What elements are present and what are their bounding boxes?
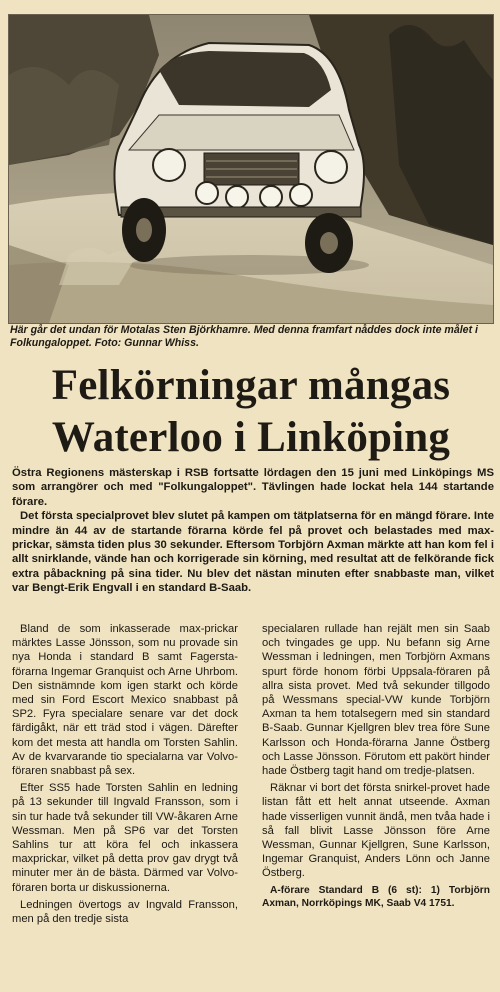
body-column-left [12,622,238,929]
body-paragraph: Bland de som inkasserade max-prickar märktes Lasse Jönsson, som nu provade sin nya Honda i standard B samt Fagersta-förarna Ingemar Granquist och Arne Uhrbom. Den sistnämnde kom igen starkt och körde med sin Ford Escort Mexico snabbast på SP2. Fyra specialare senare var det dock färdigåkt, när ett träd stod i vägen. Därefter kom det mesta att handla om Torsten Sahlin. Av de kvarvarande tio specialarna var Volvo-föraren snabbast på sex. [12,623,238,778]
results-line: A-förare Standard B (6 st): 1) Torbjörn Axman, Norrköpings MK, Saab V4 1751. [262,884,490,909]
body-paragraph: specialaren rullade han rejält men sin Saab och tvingades ge upp. Nu befann sig Arne Wessman i ledningen, men Torbjörn Axmans spurt förde honom förbi Uppsala-föraren på allra sista provet. Med två sekunder tillgodo på Wessmans special-VW kunde Torbjörn Axman ta hem totalsegern med sin standard B-Saab. Gunnar Kjellgren blev trea före Sune Karlsson och Honda-förarna Janne Östberg och Lasse Jönsson. Förutom ett pakört hinder hade Östberg tagit hand om tredje-platsen. [262,623,490,778]
body-paragraph: Räknar vi bort det första snirkel-provet hade listan fått ett helt annat utseende. Axman hade visserligen vunnit ändå, men tvåa hade i så fall blivit Lasse Jönsson före Arne Wessman, Gunnar Kjellgren, Sune Karlsson, Ingemar Granquist, Anders Lönn och Janne Östberg. [262,782,490,880]
body-paragraph: Ledningen övertogs av Ingvald Fransson, men på den tredje sista [12,898,238,926]
rally-car-image [9,15,493,323]
lead-paragraph-1: Östra Regionens mästerskap i RSB fortsatte lördagen den 15 juni med Linköpings MS som arrangörer och med "Folkungaloppet". Tävlingen hade lockat hela 144 startande förare. [12,467,494,508]
photo-caption: Här går det undan för Motalas Sten Björkhamre. Med denna framfart nåddes dock inte målet i Folkungaloppet. Foto: Gunnar Whiss. [10,324,478,349]
article-lead [12,466,494,596]
article-headline [10,360,492,464]
body-paragraph: Efter SS5 hade Torsten Sahlin en ledning på 13 sekunder till Ingvald Fransson, som i sin tur hade två sekunder till VW-åkaren Arne Wessman. Men på SP6 var det Torsten Sahlins tur att köra fel och inkassera maxprickar, vilket på detta prov gav drygt två minuter mer än de bästa. Därmed var Volvo-föraren borta ur diskussionerna. [12,782,238,894]
headline-line-2: Waterloo i Linköping [51,414,451,461]
headline-line-1: Felkörningar mångas [51,362,451,409]
rally-photo [8,14,494,324]
body-column-right [262,622,490,913]
lead-paragraph-2: Det första specialprovet blev slutet på kampen om tätplatserna för en mängd förare. Inte mindre än 44 av de startande förarna körde fel på provet och belastades med max-prickar, sämsta tiden plus 30 sekunder. Eftersom Torbjörn Axman märkte att han kom fel i allt snirklande, vände han och korrigerade sin körning, med resultat att de felkörande fick extra påbackning på sina tider. Nu blev det nästan minuten efter snabbaste man, vilket var Bengt-Erik Engvall i en standard B-Saab. [12,510,494,595]
